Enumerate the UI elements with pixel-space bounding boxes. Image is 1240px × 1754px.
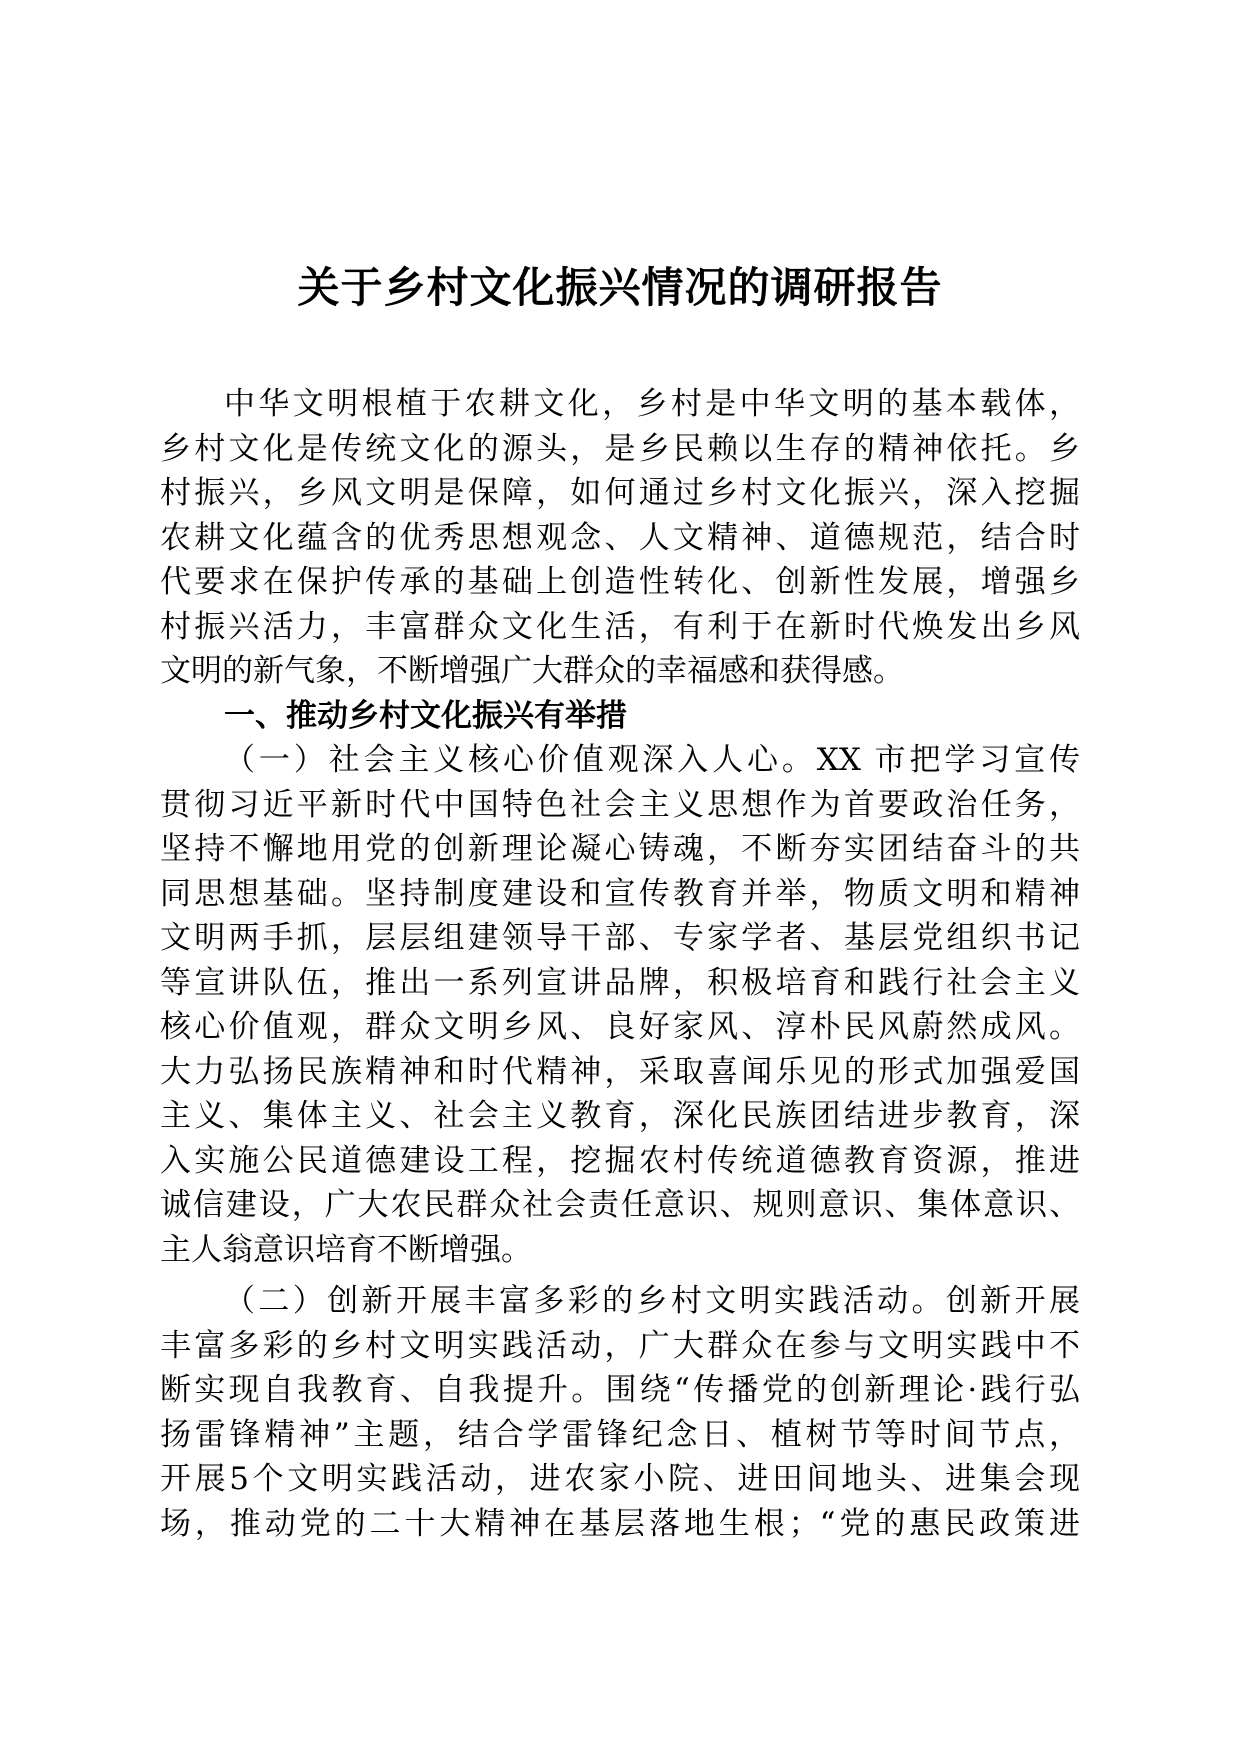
- paragraph-line: 主义、集体主义、社会主义教育，深化民族团结进步教育，深: [160, 1098, 1080, 1134]
- paragraph-line: 场，推动党的二十大精神在基层落地生根；“党的惠民政策进: [160, 1505, 1080, 1542]
- document-title: 关于乡村文化振兴情况的调研报告: [297, 263, 943, 312]
- paragraph-line: 入实施公民道德建设工程，挖掘农村传统道德教育资源，推进: [160, 1142, 1080, 1179]
- paragraph-line: 开展5个文明实践活动，进农家小院、进田间地头、进集会现: [160, 1461, 1080, 1497]
- paragraph-line: 文明的新气象，不断增强广大群众的幸福感和获得感。: [160, 653, 904, 689]
- section-1-2-paragraph: [160, 1279, 1080, 1546]
- paragraph-line: 丰富多彩的乡村文明实践活动，广大群众在参与文明实践中不: [160, 1327, 1080, 1364]
- paragraph-line: 扬雷锋精神”主题，结合学雷锋纪念日、植树节等时间节点，: [160, 1416, 1080, 1453]
- paragraph-line: 村振兴，乡风文明是保障，如何通过乡村文化振兴，深入挖掘: [160, 475, 1080, 511]
- paragraph-line: 贯彻习近平新时代中国特色社会主义思想作为首要政治任务，: [160, 786, 1080, 823]
- intro-paragraph: [160, 382, 1080, 694]
- paragraph-line: 代要求在保护传承的基础上创造性转化、创新性发展，增强乡: [160, 564, 1080, 600]
- paragraph-line: 核心价值观，群众文明乡风、良好家风、淳朴民风蔚然成风。: [160, 1009, 1080, 1045]
- paragraph-line: 农耕文化蕴含的优秀思想观念、人文精神、道德规范，结合时: [160, 519, 1080, 556]
- paragraph-line: （一）社会主义核心价值观深入人心。XX 市把学习宣传: [224, 742, 1080, 778]
- section-heading: 一、推动乡村文化振兴有举措: [224, 697, 627, 734]
- paragraph-line: 同思想基础。坚持制度建设和宣传教育并举，物质文明和精神: [160, 875, 1080, 912]
- paragraph-line: 坚持不懈地用党的创新理论凝心铸魂，不断夯实团结奋斗的共: [160, 831, 1080, 867]
- paragraph-line: 中华文明根植于农耕文化，乡村是中华文明的基本载体，: [224, 386, 1080, 422]
- paragraph-line: （二）创新开展丰富多彩的乡村文明实践活动。创新开展: [224, 1283, 1080, 1319]
- section-1-1-paragraph: [160, 738, 1080, 1272]
- paragraph-line: 诚信建设，广大农民群众社会责任意识、规则意识、集体意识、: [160, 1187, 1080, 1223]
- paragraph-line: 主人翁意识培育不断增强。: [160, 1231, 532, 1268]
- paragraph-line: 等宣讲队伍，推出一系列宣讲品牌，积极培育和践行社会主义: [160, 964, 1080, 1001]
- paragraph-line: 村振兴活力，丰富群众文化生活，有利于在新时代焕发出乡风: [160, 608, 1080, 645]
- paragraph-spacer: [160, 1272, 1080, 1279]
- paragraph-line: 断实现自我教育、自我提升。围绕“传播党的创新理论·践行弘: [160, 1372, 1080, 1408]
- paragraph-line: 乡村文化是传统文化的源头，是乡民赖以生存的精神依托。乡: [160, 430, 1080, 467]
- paragraph-line: 文明两手抓，层层组建领导干部、专家学者、基层党组织书记: [160, 920, 1080, 956]
- document-body: [160, 382, 1080, 1546]
- paragraph-line: 大力弘扬民族精神和时代精神，采取喜闻乐见的形式加强爱国: [160, 1053, 1080, 1090]
